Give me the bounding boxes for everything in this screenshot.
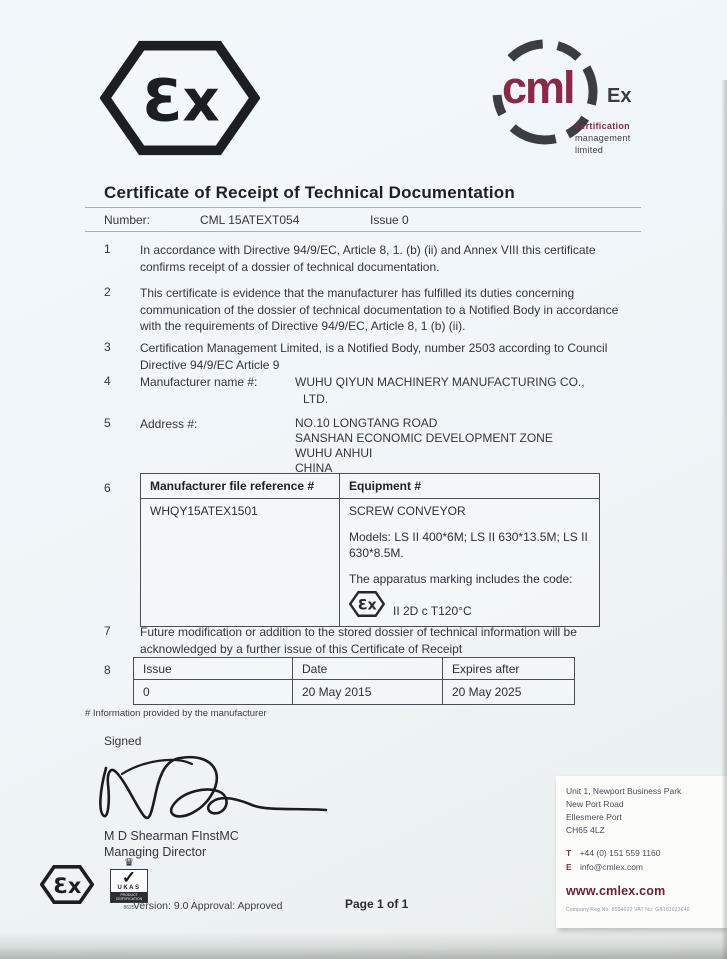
- clause-7-number: 7: [104, 624, 111, 638]
- version-approval-line: Version: 9.0 Approval: Approved: [133, 900, 283, 912]
- issue-table-header-row: [134, 658, 574, 680]
- signatory-name: M D Shearman FInstMC: [104, 829, 239, 843]
- number-label: Number:: [104, 213, 151, 227]
- file-reference-cell: [141, 499, 340, 626]
- equipment-table-body-row: [141, 499, 599, 626]
- cml-ex-label: Ex: [607, 85, 632, 107]
- cml-wordmark: cml: [502, 62, 574, 113]
- clause-8-number: 8: [104, 663, 111, 677]
- ukas-check-icon: ✓: [121, 868, 137, 887]
- marking-ex-hexagon-icon: [349, 590, 385, 618]
- issue-header: Issue: [134, 658, 293, 679]
- manufacturer-name-label: Manufacturer name #:: [140, 375, 258, 389]
- ukas-name: UKAS: [117, 885, 141, 891]
- clause-1-text: In accordance with Directive 94/9/EC, Article 8, 1. (b) (ii) and Annex VIII this certificate confirms receipt of a dossier of technical documentation.: [140, 243, 596, 274]
- equipment-table-header-file-ref: Manufacturer file reference #: [141, 474, 340, 498]
- page-indicator: Page 1 of 1: [345, 897, 409, 911]
- clause-3-text: Certification Management Limited, is a Notified Body, number 2503 according to Council Directive 94/9/EC Article 9: [140, 341, 608, 372]
- scan-bottom-shadow: [0, 931, 727, 959]
- divider-bottom: [85, 231, 641, 232]
- address-line1: NO.10 LONGTANG ROAD: [295, 416, 438, 430]
- clause-6-number: 6: [104, 481, 111, 495]
- marking-code: II 2D c T120°C: [393, 604, 472, 618]
- equipment-cell: [340, 499, 599, 626]
- cml-logo: [478, 32, 723, 167]
- address-value: [295, 416, 640, 476]
- cml-sub-lines: [575, 120, 631, 156]
- number-value: CML 15ATEXT054: [200, 213, 300, 227]
- issue-table-value-row: [134, 680, 574, 704]
- ukas-number: 8625: [123, 905, 135, 911]
- phone-number: +44 (0) 151 559 1160: [579, 848, 661, 858]
- scan-right-shadow: [721, 80, 727, 959]
- address-label: Address #:: [140, 417, 198, 431]
- address-line2: SANSHAN ECONOMIC DEVELOPMENT ZONE: [295, 431, 553, 445]
- email-address: info@cmlex.com: [580, 862, 643, 872]
- expires-header: Expires after: [452, 662, 520, 676]
- divider-top: [85, 207, 641, 208]
- clause-5-number: 5: [104, 416, 111, 430]
- ukas-crown-icon: ♛: [124, 857, 134, 869]
- contact-phone-row: [566, 846, 727, 860]
- contact-address-line2: New Port Road: [566, 799, 624, 809]
- date-value-cell: 20 May 2015: [293, 680, 443, 704]
- manufacturer-name-line1: WUHU QIYUN MACHINERY MANUFACTURING CO.,: [295, 375, 585, 389]
- date-header: Date: [293, 658, 443, 679]
- address-line4: CHINA: [295, 461, 333, 475]
- manufacturer-name-value: [295, 374, 640, 407]
- cml-line-certification: certification: [575, 121, 630, 131]
- contact-email-row: [566, 860, 727, 874]
- issue-value: Issue 0: [370, 213, 409, 227]
- contact-address-line4: CH65 4LZ: [566, 825, 605, 835]
- page-title: Certificate of Receipt of Technical Documentation: [104, 183, 515, 202]
- cml-line-management: management: [575, 133, 631, 143]
- manufacturer-name-line2: LTD.: [303, 391, 329, 406]
- contact-card: [556, 776, 727, 928]
- file-reference-value: WHQY15ATEX1501: [150, 504, 258, 518]
- expires-value-cell: 20 May 2025: [452, 685, 522, 699]
- equipment-models: Models: LS II 400*6M; LS II 630*13.5M; LS II 630*8.5M.: [349, 530, 588, 560]
- marking-code-row: [349, 590, 590, 618]
- contact-address-line1: Unit 1, Newport Business Park: [566, 786, 682, 796]
- footer-ex-hexagon-icon: [40, 864, 94, 910]
- atex-ex-hexagon-icon: [100, 38, 260, 163]
- equipment-table: [140, 473, 600, 627]
- ukas-box: [110, 869, 148, 903]
- issue-table: [133, 657, 575, 705]
- signed-label: Signed: [104, 734, 142, 748]
- clause-7-text: Future modification or addition to the stored dossier of technical information will be acknowledged by a further issue of this Certificate of Receipt: [140, 625, 577, 656]
- cml-line-limited: limited: [575, 145, 604, 155]
- equipment-table-header-equipment: Equipment #: [349, 479, 422, 493]
- clause-2-text: This certificate is evidence that the manufacturer has fulfilled its duties concerning communication of the dossier of technical documentation to a Notified Body in accordance with the requirements of Directive 94/9/EC, Article 8, 1 (b) (ii).: [140, 286, 619, 333]
- marking-intro: The apparatus marking includes the code:: [349, 572, 573, 586]
- clause-3-number: 3: [104, 340, 111, 354]
- marking-ex-glyph: Ɛx: [357, 597, 377, 614]
- website-url: www.cmlex.com: [566, 884, 666, 898]
- clause-1-number: 1: [104, 242, 111, 256]
- equipment-name: SCREW CONVEYOR: [349, 504, 466, 518]
- signature-scribble: [92, 752, 332, 839]
- equipment-table-header-row: [141, 474, 599, 499]
- ukas-subtitle: PRODUCT CERTIFICATION: [111, 892, 147, 902]
- ex-glyph: Ɛx: [142, 67, 220, 135]
- issue-value-cell: 0: [134, 680, 293, 704]
- signatory-role: Managing Director: [104, 845, 207, 859]
- phone-label: T: [566, 848, 572, 858]
- clause-2-number: 2: [104, 285, 111, 299]
- address-line3: WUHU ANHUI: [295, 446, 373, 460]
- email-label: E: [566, 862, 572, 872]
- company-registration-line: Company Reg No: 8554022 VAT No: GB163023640: [566, 907, 690, 913]
- footer-ex-glyph: Ɛx: [53, 873, 82, 898]
- manufacturer-footnote: # Information provided by the manufacturer: [85, 708, 267, 719]
- clause-4-number: 4: [104, 374, 111, 388]
- contact-address-line3: Ellesmere Port: [566, 812, 622, 822]
